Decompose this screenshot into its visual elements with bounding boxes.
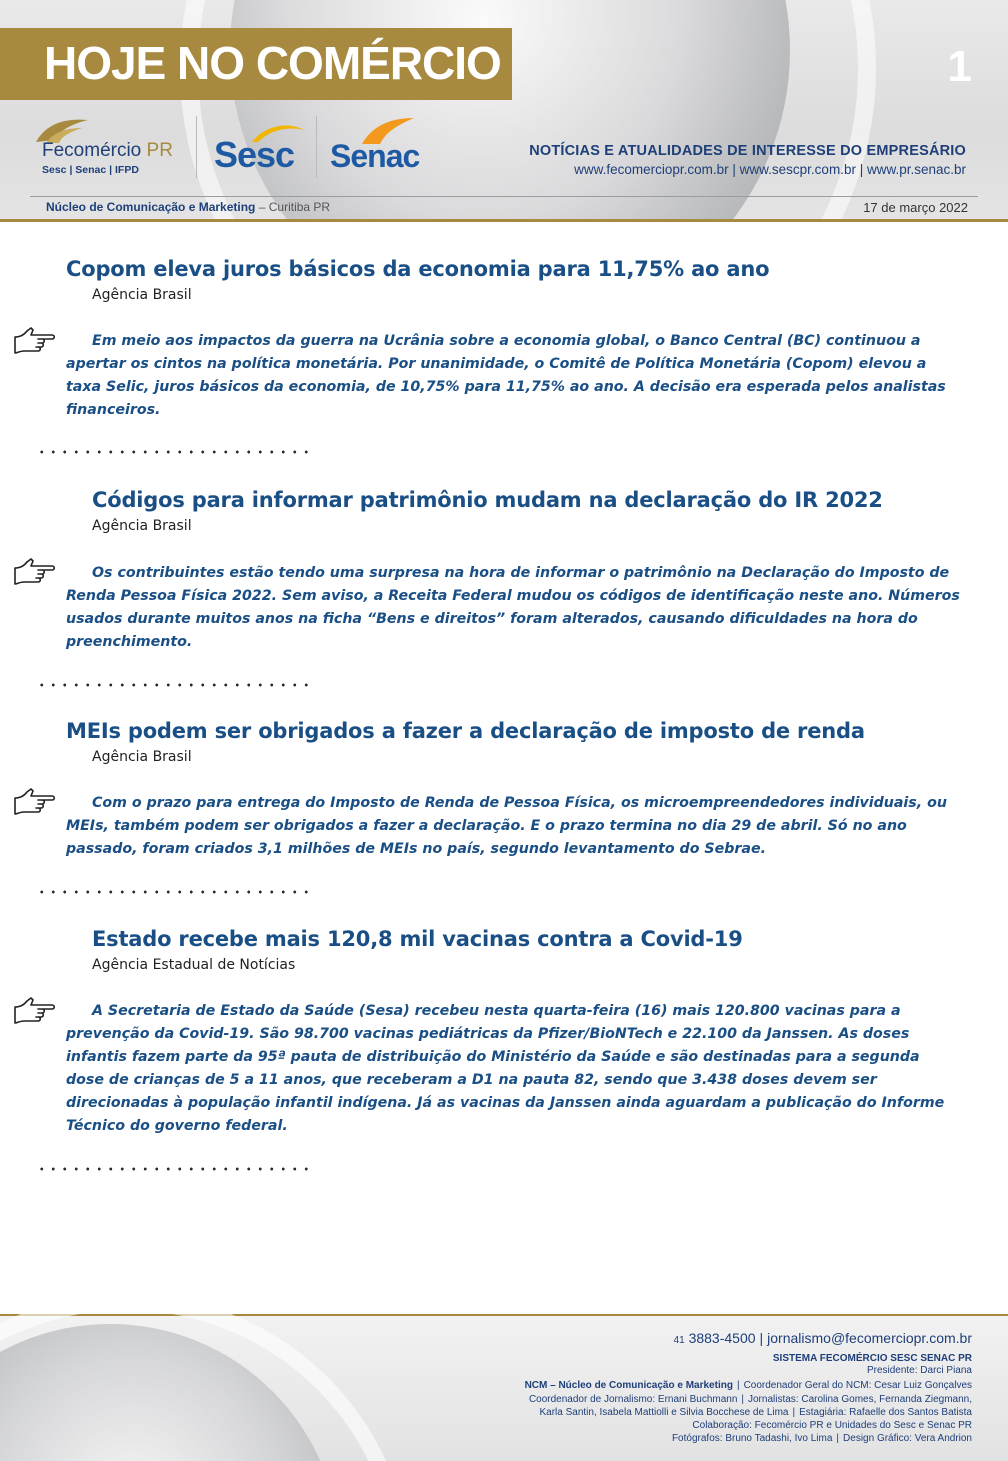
article-source: Agência Estadual de Notícias xyxy=(92,957,296,973)
page-header xyxy=(0,0,1008,222)
fecomercio-pr: PR xyxy=(146,140,173,161)
senac-logo-text: Senac xyxy=(330,138,420,174)
article-body: Em meio aos impactos da guerra na Ucrânia sobre a economia global, o Banco Central (BC) continuou a apertar os cintos na política monetária. Por unanimidade, o Comitê de Política Monetária (Copom) elevou a taxa Selic, juros básicos da economia, de 10,75% para 11,75% ao ano. A decisão era esperada pelos analistas financeiros. xyxy=(66,333,946,418)
dotted-separator xyxy=(36,889,312,895)
credits-ncm: NCM – Núcleo de Comunicação e Marketing | Coordenador Geral do NCM: Cesar Luiz Gonçalves xyxy=(524,1380,972,1391)
header-rule xyxy=(30,196,978,197)
journalists: Jornalistas: Carolina Gomes, Fernanda Ziegmann, xyxy=(748,1394,972,1405)
logo-divider xyxy=(196,116,197,178)
pointing-hand-icon xyxy=(12,325,56,359)
header-gold-rule xyxy=(0,219,1008,222)
sesc-logo xyxy=(210,118,310,180)
president: Presidente: Darci Piana xyxy=(866,1365,972,1376)
ncm-city: – Curitiba PR xyxy=(258,200,331,214)
credits-photo-design: Fotógrafos: Bruno Tadashi, Ivo Lima | Design Gráfico: Vera Andrion xyxy=(671,1433,972,1444)
system-name: SISTEMA FECOMÉRCIO SESC SENAC PR xyxy=(772,1353,972,1364)
collaboration: Colaboração: Fecomércio PR e Unidades do Sesc e Senac PR xyxy=(692,1420,972,1431)
pointing-hand-icon xyxy=(12,556,56,590)
sesc-logo-text: Sesc xyxy=(214,134,295,175)
page-number: 1 xyxy=(947,42,972,91)
article-body: Com o prazo para entrega do Imposto de Renda de Pessoa Física, os microempreendedores individuais, ou MEIs, também podem ser obrigados a fazer a declaração. E o prazo termina no dia 29 de abril. Só no ano passado, foram criados 3,1 milhões de MEIs no país, segundo levantamento do Sebrae. xyxy=(66,795,947,857)
intern: Estagiária: Rafaelle dos Santos Batista xyxy=(799,1407,972,1418)
article-title: Copom eleva juros básicos da economia para 11,75% ao ano xyxy=(66,257,770,281)
logo-divider xyxy=(316,116,317,178)
article-title: Códigos para informar patrimônio mudam na declaração do IR 2022 xyxy=(92,488,883,512)
photographers: Fotógrafos: Bruno Tadashi, Ivo Lima xyxy=(671,1433,833,1444)
dotted-separator xyxy=(36,682,312,688)
pointing-hand-icon xyxy=(12,995,56,1029)
phone-number[interactable]: 3883-4500 xyxy=(688,1330,756,1346)
ncm-footer-label: NCM – Núcleo de Comunicação e Marketing xyxy=(524,1380,733,1391)
coord-jornalismo: Coordenador de Jornalismo: Ernani Buchmann xyxy=(528,1394,738,1405)
pointing-hand-icon xyxy=(12,786,56,820)
header-websites[interactable]: www.fecomerciopr.com.br | www.sescpr.com.br | www.pr.senac.br xyxy=(574,162,966,177)
article-title: Estado recebe mais 120,8 mil vacinas contra a Covid-19 xyxy=(92,927,743,951)
article-body: Os contribuintes estão tendo uma surpresa na hora de informar o patrimônio na Declaração do Imposto de Renda Pessoa Física 2022. Sem aviso, a Receita Federal mudou os códigos de identificação neste ano. Números usados durante muitos anos na ficha “Bens e direitos” foram alterados, causando dificuldades na hora do preenchimento. xyxy=(66,565,960,650)
journalists-cont: Karla Santin, Isabela Mattiolli e Silvia Bocchese de Lima xyxy=(539,1407,789,1418)
contact-email[interactable]: jornalismo@fecomerciopr.com.br xyxy=(767,1330,972,1346)
ncm-label: Núcleo de Comunicação e Marketing xyxy=(46,200,256,214)
issue-date: 17 de março 2022 xyxy=(863,200,968,215)
coord-geral: Coordenador Geral do NCM: Cesar Luiz Gonçalves xyxy=(743,1380,972,1391)
fecomercio-name: Fecomércio xyxy=(42,140,142,161)
article-title: MEIs podem ser obrigados a fazer a declaração de imposto de renda xyxy=(66,719,865,743)
article-source: Agência Brasil xyxy=(92,518,192,534)
dotted-separator xyxy=(36,449,312,455)
publication-title: HOJE NO COMÉRCIO xyxy=(44,37,501,89)
ncm-line xyxy=(46,200,330,214)
header-tagline: NOTÍCIAS E ATUALIDADES DE INTERESSE DO EMPRESÁRIO xyxy=(529,143,966,159)
footer-contact: 41 3883-4500 | jornalismo@fecomerciopr.com.br xyxy=(673,1330,972,1346)
article-body: A Secretaria de Estado da Saúde (Sesa) recebeu nesta quarta-feira (16) mais 120.800 vacinas para a prevenção da Covid-19. São 98.700 vacinas pediátricas da Pfizer/BioNTech e 22.100 da Janssen. As doses infantis fazem parte da 95ª pauta de distribuição do Ministério da Saúde e são destinadas para a segunda dose de crianças de 5 a 11 anos, que receberam a D1 na pauta 82, sendo que 3.438 doses devem ser direcionadas à população infantil indígena. Já as vacinas da Janssen ainda aguardam a publicação do Informe Técnico do governo federal. xyxy=(66,1003,945,1134)
footer-ring-graphic xyxy=(0,1314,412,1461)
credits-journalism: Coordenador de Jornalismo: Ernani Buchmann | Jornalistas: Carolina Gomes, Fernanda Ziegmann, xyxy=(528,1394,972,1405)
page-footer xyxy=(0,1314,1008,1461)
phone-prefix: 41 xyxy=(673,1335,685,1346)
article-source: Agência Brasil xyxy=(92,287,192,303)
fecomercio-subtitle: Sesc | Senac | IFPD xyxy=(42,164,139,176)
graphic-design: Design Gráfico: Vera Andrion xyxy=(843,1433,972,1444)
senac-logo xyxy=(326,116,436,180)
article-source: Agência Brasil xyxy=(92,749,192,765)
fecomercio-logo xyxy=(28,114,188,180)
credits-journalists: Karla Santin, Isabela Mattiolli e Silvia Bocchese de Lima | Estagiária: Rafaelle dos Santos Batista xyxy=(539,1407,972,1418)
dotted-separator xyxy=(36,1166,312,1172)
